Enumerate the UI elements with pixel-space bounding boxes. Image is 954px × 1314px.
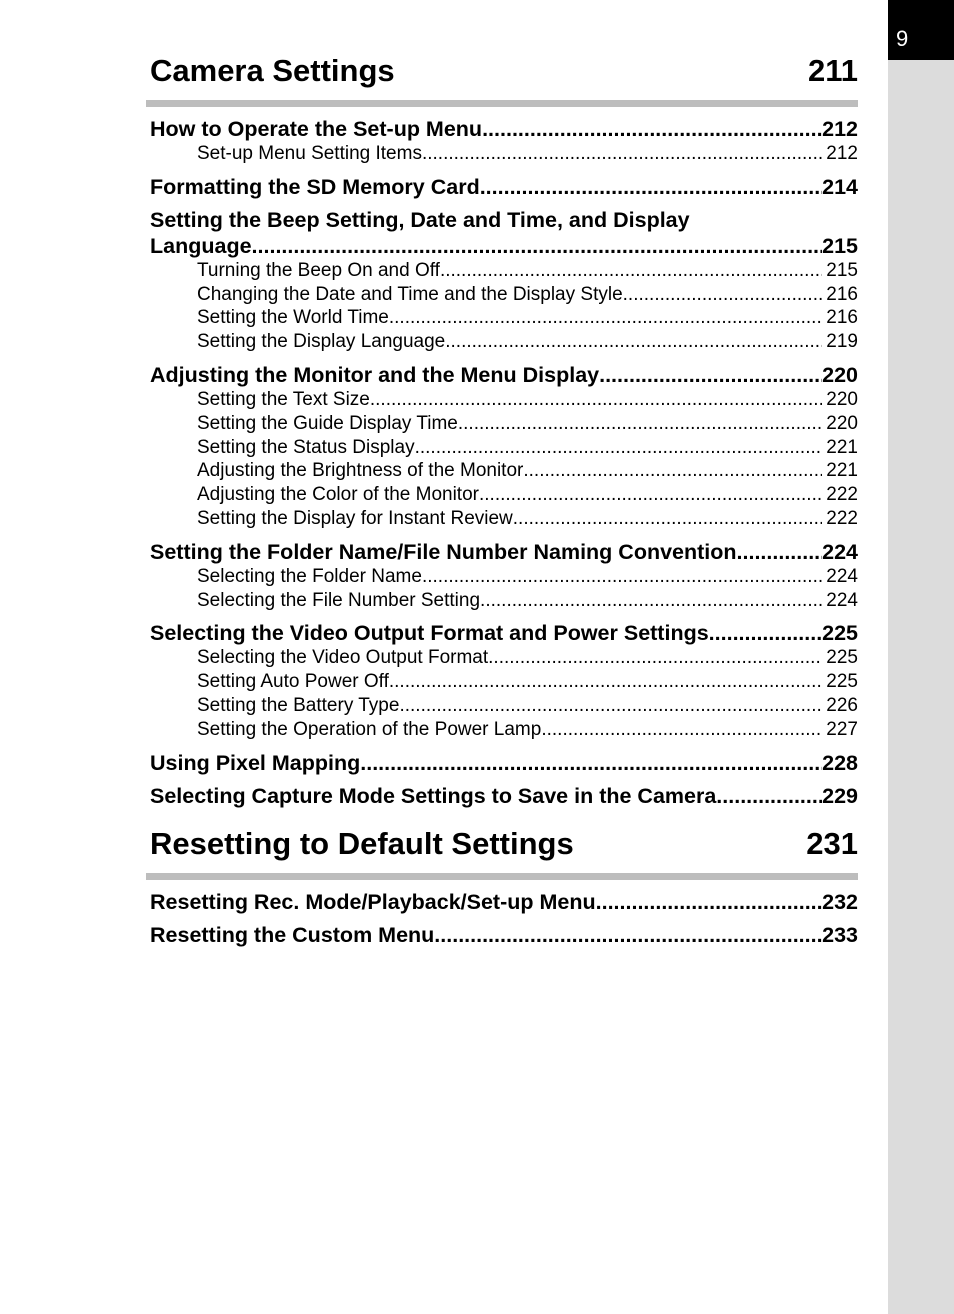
toc-subentry[interactable]: Setting the Battery Type ..... 226 [150, 694, 858, 718]
leader-dots [440, 259, 822, 283]
leader-dots [482, 116, 822, 142]
section-heading-camera-settings[interactable] [150, 54, 858, 88]
leader-dots [434, 922, 822, 948]
section-rule [146, 873, 858, 880]
toc-subentry[interactable]: Setting the Display Language ..... 219 [150, 330, 858, 354]
leader-dots [458, 412, 822, 436]
leader-dots [399, 694, 822, 718]
page-number-tab: 9 [888, 0, 954, 60]
leader-dots [422, 565, 822, 589]
toc-entry[interactable]: Formatting the SD Memory Card ..... 214 [150, 174, 858, 200]
leader-dots [623, 283, 823, 307]
section-title: Resetting to Default Settings [150, 825, 574, 861]
toc-entry[interactable]: Setting the Folder Name/File Number Naming Convention ..... 224 [150, 539, 858, 565]
side-strip [888, 0, 954, 1314]
leader-dots [360, 750, 822, 776]
toc-subentry[interactable]: Turning the Beep On and Off ..... 215 [150, 259, 858, 283]
toc-subentry[interactable]: Selecting the Folder Name ..... 224 [150, 565, 858, 589]
toc-subentry[interactable]: Setting the Operation of the Power Lamp ..... 227 [150, 718, 858, 742]
toc-entry[interactable]: Resetting Rec. Mode/Playback/Set-up Menu ..... 232 [150, 889, 858, 915]
leader-dots [389, 670, 822, 694]
leader-dots [415, 436, 823, 460]
toc-subentry[interactable]: Setting the Guide Display Time ..... 220 [150, 412, 858, 436]
leader-dots [541, 718, 822, 742]
toc-subentry[interactable]: Set-up Menu Setting Items ..... 212 [150, 142, 858, 166]
toc-subentry[interactable]: Selecting the File Number Setting ..... 224 [150, 589, 858, 613]
section-page: 211 [807, 53, 858, 88]
section-title: Camera Settings [150, 53, 395, 88]
toc-entry[interactable]: Using Pixel Mapping ..... 228 [150, 750, 858, 776]
leader-dots [370, 388, 822, 412]
toc-entry[interactable]: Adjusting the Monitor and the Menu Display ..... 220 [150, 362, 858, 388]
leader-dots [479, 483, 822, 507]
leader-dots [599, 362, 822, 388]
leader-dots [513, 507, 823, 531]
leader-dots [716, 783, 822, 809]
toc-subentry[interactable]: Adjusting the Color of the Monitor ..... 222 [150, 483, 858, 507]
leader-dots [596, 889, 823, 915]
toc-entry[interactable]: Selecting the Video Output Format and Power Settings ..... 225 [150, 620, 858, 646]
leader-dots [445, 330, 822, 354]
section-page: 231 [806, 825, 858, 861]
toc-subentry[interactable]: Selecting the Video Output Format ..... 225 [150, 646, 858, 670]
toc-subentry[interactable]: Setting the World Time ..... 216 [150, 306, 858, 330]
leader-dots [709, 620, 822, 646]
leader-dots [488, 646, 822, 670]
leader-dots [422, 142, 822, 166]
leader-dots [480, 589, 822, 613]
toc-subentry[interactable]: Adjusting the Brightness of the Monitor ..... 221 [150, 459, 858, 483]
toc-subentry[interactable]: Setting the Display for Instant Review ..... 222 [150, 507, 858, 531]
toc-entry-line1[interactable]: Setting the Beep Setting, Date and Time, and Display [150, 207, 690, 232]
toc-subentry[interactable]: Changing the Date and Time and the Display Style ..... 216 [150, 283, 858, 307]
toc-subentry[interactable]: Setting the Status Display ..... 221 [150, 436, 858, 460]
section-heading-resetting-defaults[interactable] [150, 827, 858, 861]
toc-subentry[interactable]: Setting the Text Size ..... 220 [150, 388, 858, 412]
leader-dots [389, 306, 822, 330]
toc-subentry[interactable]: Setting Auto Power Off ..... 225 [150, 670, 858, 694]
leader-dots [523, 459, 822, 483]
leader-dots [252, 233, 823, 259]
table-of-contents [150, 0, 858, 948]
section-rule [146, 100, 858, 107]
toc-entry[interactable]: Resetting the Custom Menu ..... 233 [150, 922, 858, 948]
leader-dots [737, 539, 823, 565]
toc-entry[interactable]: Language ..... 215 [150, 233, 858, 259]
toc-entry[interactable]: Selecting Capture Mode Settings to Save in the Camera ..... 229 [150, 783, 858, 809]
toc-entry[interactable]: How to Operate the Set-up Menu ..... 212 [150, 116, 858, 142]
leader-dots [480, 174, 822, 200]
